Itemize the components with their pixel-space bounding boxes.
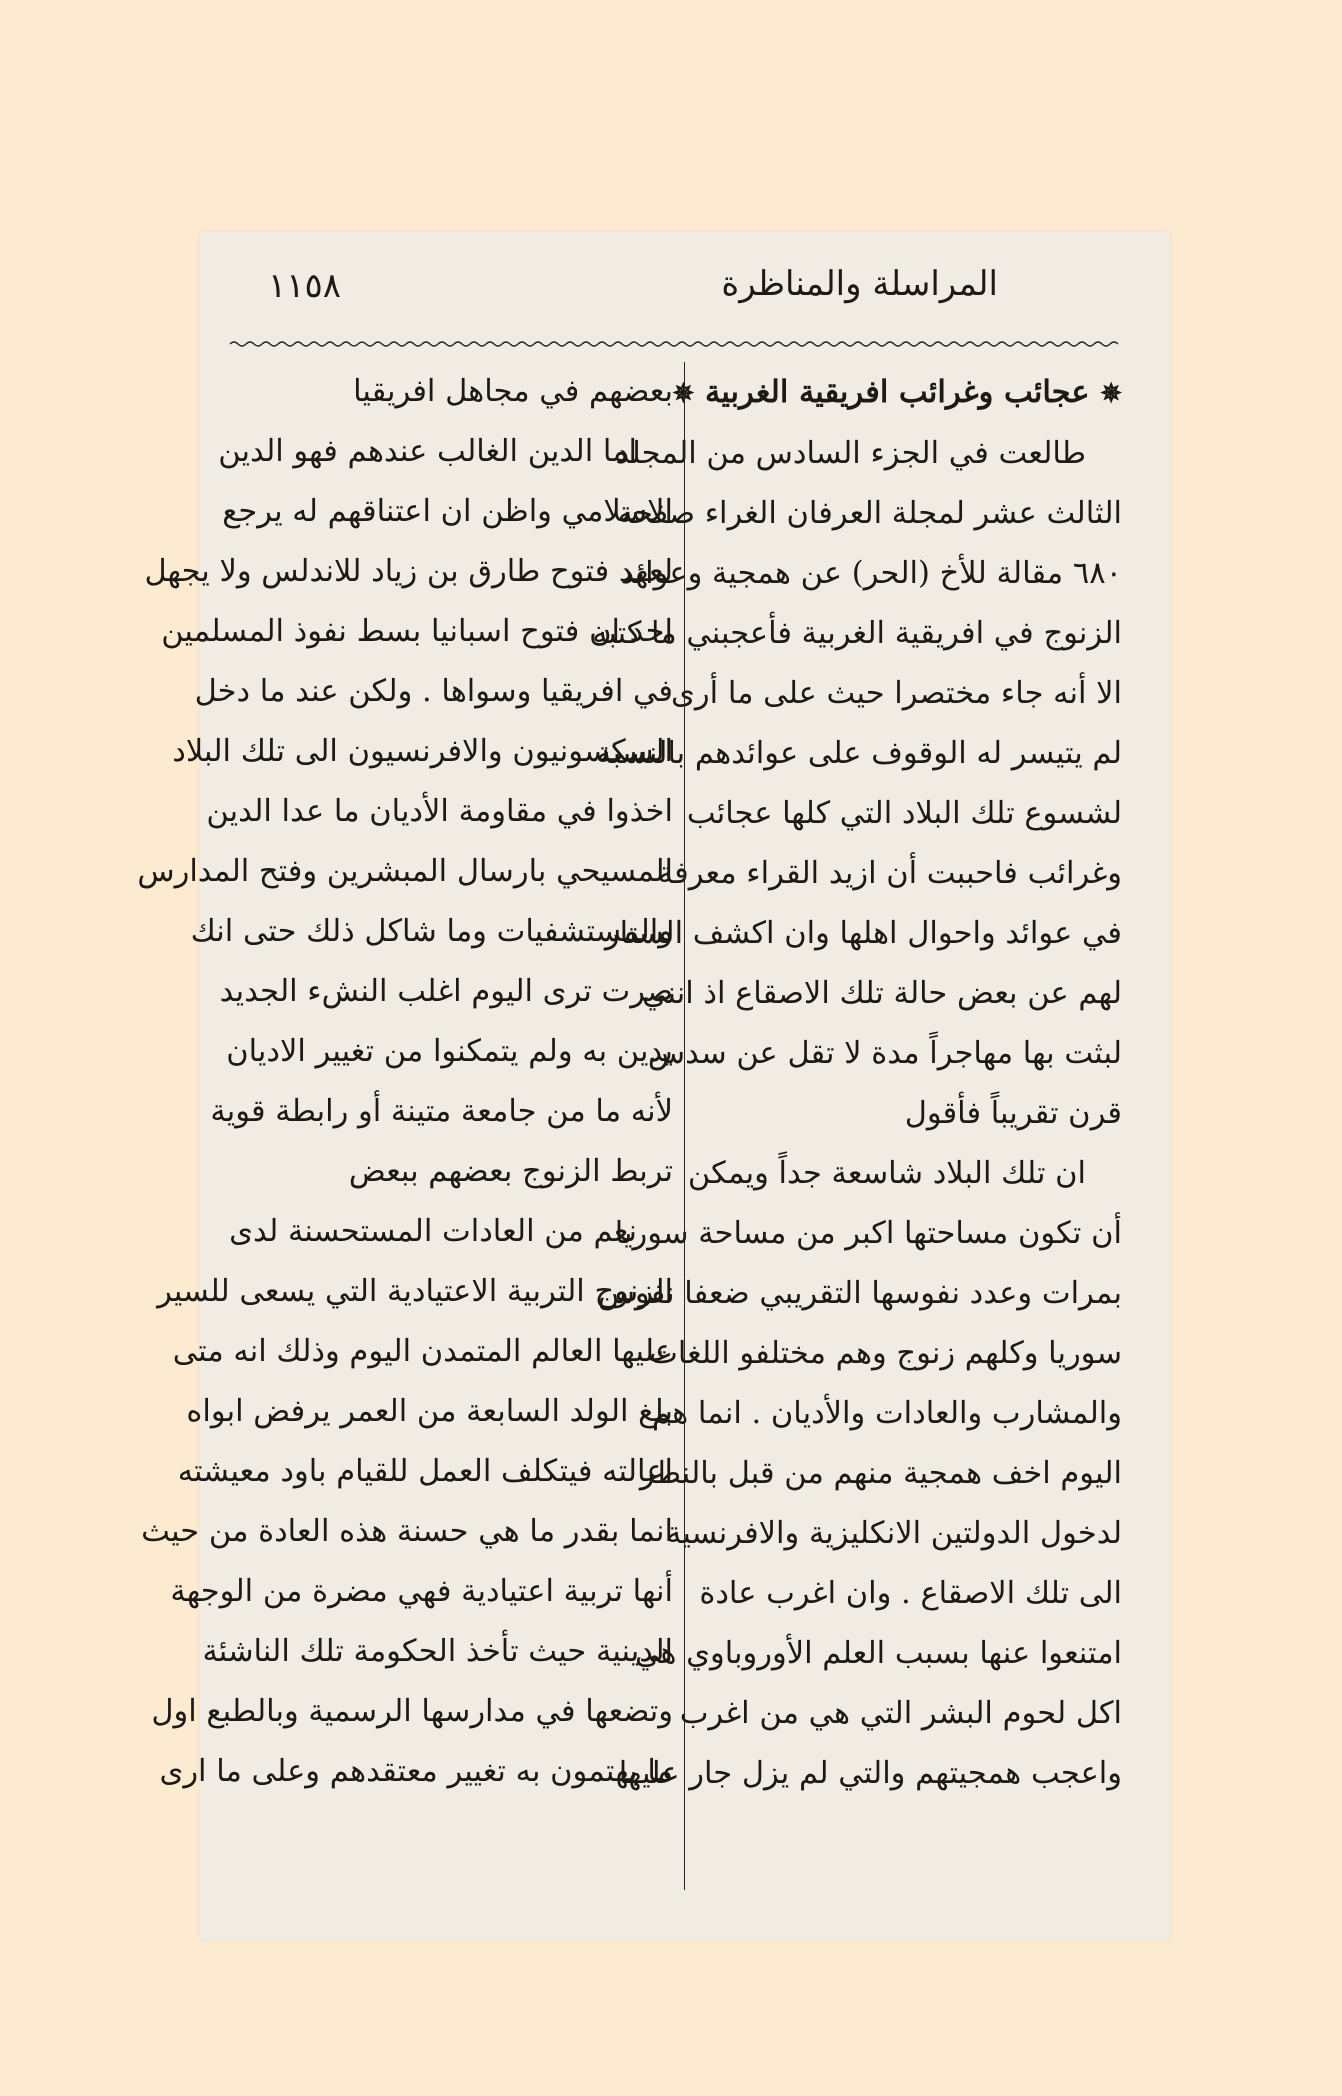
text-line: لأنه ما من جامعة متينة أو رابطة قوية xyxy=(210,1094,673,1129)
text-line: في عوائد واحوال اهلها وان اكشف الستار xyxy=(604,916,1122,951)
text-line: عليها العالم المتمدن اليوم وذلك انه متى xyxy=(172,1334,673,1369)
text-line: لعهد فتوح طارق بن زياد للاندلس ولا يجهل xyxy=(144,554,673,589)
text-line: تربط الزنوج بعضهم ببعض xyxy=(348,1154,673,1189)
page-number: ١١٥٨ xyxy=(268,266,342,306)
text-line: احد ان فتوح اسبانيا بسط نفوذ المسلمين xyxy=(161,614,673,649)
book-page xyxy=(137,232,1170,1940)
text-line: سوريا وكلهم زنوج وهم مختلفو اللغات xyxy=(649,1336,1122,1371)
decorative-wavy-rule xyxy=(230,340,1120,348)
text-line: في افريقيا وسواها . ولكن عند ما دخل xyxy=(194,674,673,709)
article-heading-text: عجائب وغرائب افريقية الغربية xyxy=(704,374,1090,410)
star-ornament-icon: ✵ xyxy=(1100,379,1122,409)
text-line: بمرات وعدد نفوسها التقريبي ضعفا نفوس xyxy=(597,1276,1122,1311)
text-line: الى تلك الاصقاع . وان اغرب عادة xyxy=(699,1576,1122,1611)
article-heading xyxy=(672,362,1122,424)
text-line: انما بقدر ما هي حسنة هذه العادة من حيث xyxy=(141,1514,673,1549)
text-line: صرت ترى اليوم اغلب النشء الجديد xyxy=(219,974,673,1009)
star-ornament-icon: ✵ xyxy=(672,379,695,409)
text-line: اكل لحوم البشر التي هي من اغرب xyxy=(679,1696,1122,1731)
text-line: واعجب همجيتهم والتي لم يزل جار عليها xyxy=(618,1756,1122,1791)
text-line: المسيحي بارسال المبشرين وفتح المدارس xyxy=(137,854,673,889)
text-line: الاسلامي واظن ان اعتناقهم له يرجع xyxy=(222,494,673,529)
text-line: اما الدين الغالب عندهم فهو الدين xyxy=(218,434,637,469)
text-columns xyxy=(137,362,1122,1900)
text-line: اخذوا في مقاومة الأديان ما عدا الدين xyxy=(206,794,673,829)
left-column xyxy=(137,362,673,1802)
text-line: لبثت بها مهاجراً مدة لا تقل عن سدس xyxy=(647,1036,1122,1071)
text-line: ٦٨٠ مقالة للأخ (الحر) عن همجية وعوائد xyxy=(620,556,1122,591)
text-line: الزنوج التربية الاعتيادية التي يسعى للسير xyxy=(157,1274,673,1309)
text-line: قرن تقريباً فأقول xyxy=(904,1096,1122,1131)
text-line: الدينية حيث تأخذ الحكومة تلك الناشئة xyxy=(202,1634,673,1669)
text-line: امتنعوا عنها بسبب العلم الأوروباوي هي xyxy=(634,1636,1122,1671)
text-line: طالعت في الجزء السادس من المجلد xyxy=(615,436,1086,471)
text-line: الا أنه جاء مختصرا حيث على ما أرى xyxy=(671,676,1122,711)
text-line: لدخول الدولتين الانكليزية والافرنسية xyxy=(665,1516,1122,1551)
page-header xyxy=(200,262,1170,312)
text-line: يدين به ولم يتمكنوا من تغيير الاديان xyxy=(226,1034,673,1069)
text-line: بلغ الولد السابعة من العمر يرفض ابواه xyxy=(186,1394,673,1429)
text-line: وغرائب فاحببت أن ازيد القراء معرفة xyxy=(657,856,1122,891)
text-line: وتضعها في مدارسها الرسمية وبالطبع اول xyxy=(151,1694,673,1729)
text-line: اليوم اخف همجية منهم من قبل بالنظر xyxy=(639,1456,1122,1491)
text-line: ما يهتمون به تغيير معتقدهم وعلى ما ارى xyxy=(159,1754,673,1789)
right-column xyxy=(592,362,1122,1804)
text-line: لم يتيسر له الوقوف على عوائدهم بالنسبة xyxy=(596,736,1122,771)
text-line: السكسونيون والافرنسيون الى تلك البلاد xyxy=(172,734,673,769)
text-line: والمشارب والعادات والأديان . انما هم xyxy=(651,1396,1122,1431)
text-line: أن تكون مساحتها اكبر من مساحة سوريا xyxy=(614,1216,1122,1251)
text-line: ان تلك البلاد شاسعة جداً ويمكن xyxy=(687,1156,1086,1191)
running-title: المراسلة والمناظرة xyxy=(721,264,998,304)
text-line: الثالث عشر لمجلة العرفان الغراء صفحة xyxy=(617,496,1122,531)
text-line: لهم عن بعض حالة تلك الاصقاع اذ انني xyxy=(642,976,1122,1011)
column-divider xyxy=(684,362,685,1890)
text-line: نعم من العادات المستحسنة لدى xyxy=(229,1214,637,1249)
text-line: الزنوج في افريقية الغربية فأعجبني ما كتبه xyxy=(592,616,1122,651)
text-line: اعالته فيتكلف العمل للقيام باود معيشته xyxy=(177,1454,673,1489)
text-line: والمستشفيات وما شاكل ذلك حتى انك xyxy=(190,914,673,949)
text-line: أنها تربية اعتيادية فهي مضرة من الوجهة xyxy=(170,1574,673,1609)
text-line: بعضهم في مجاهل افريقيا xyxy=(353,374,673,409)
text-line: لشسوع تلك البلاد التي كلها عجائب xyxy=(686,796,1122,831)
